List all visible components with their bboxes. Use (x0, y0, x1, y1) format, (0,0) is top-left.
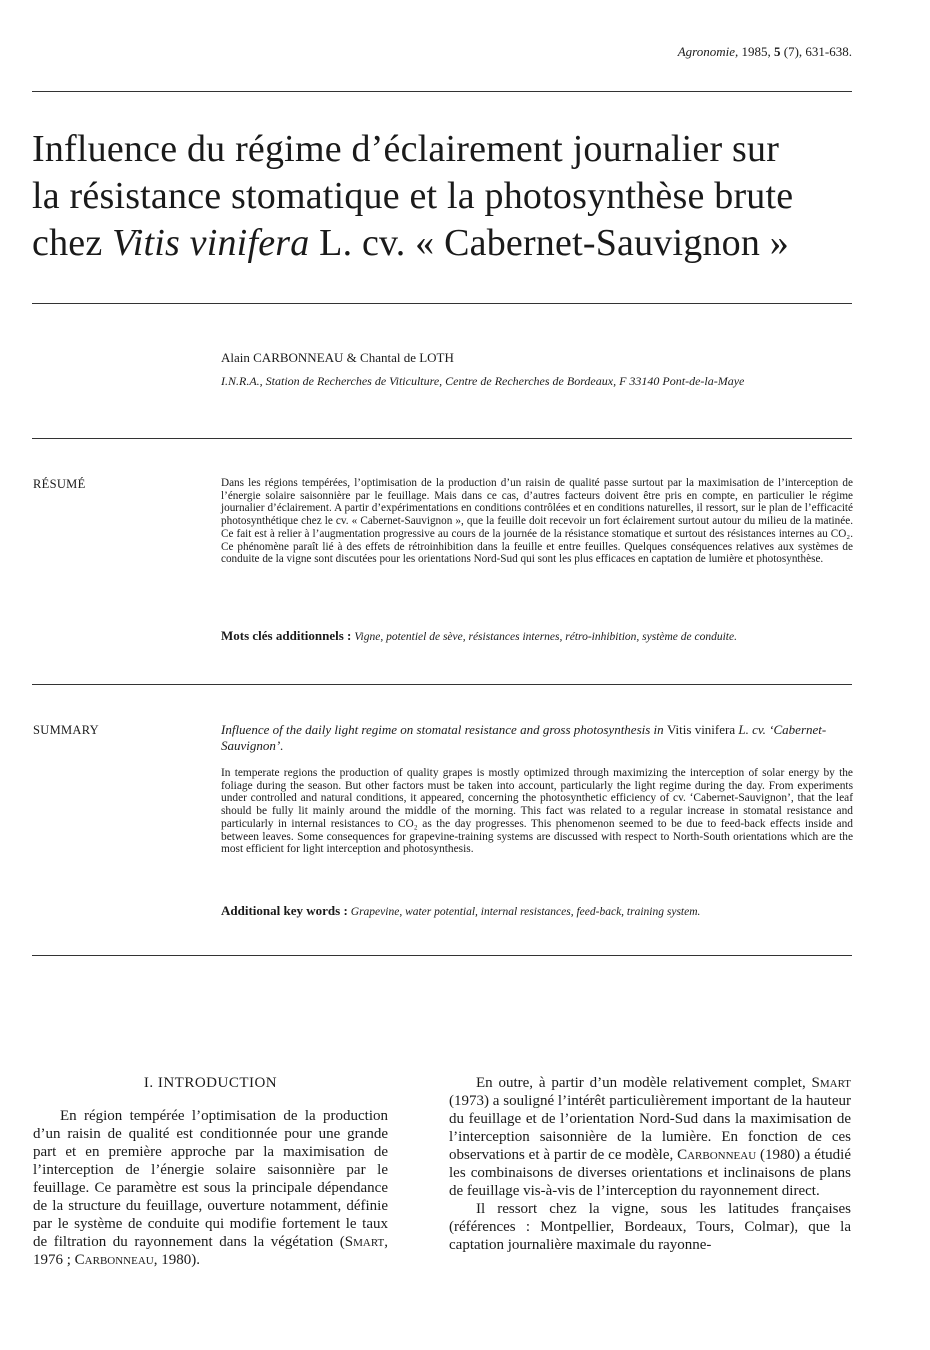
resume-keywords-label: Mots clés additionnels : (221, 628, 352, 643)
summary-title-species: Vitis vinifera (666, 722, 736, 737)
citation-smart-1976: Smart (344, 1234, 385, 1250)
summary-title-part2: L. cv. ‘Cabernet-Sauvignon’. (221, 722, 827, 753)
title-line-2: la résistance stomatique et la photosynthèse brute (32, 175, 794, 217)
journal-volume: 5 (774, 44, 781, 59)
summary-keywords-label: Additional key words : (221, 903, 348, 918)
summary-rule (32, 955, 852, 956)
intro-paragraph-1 (33, 1107, 388, 1269)
title-line-3-suffix: L. cv. « Cabernet-Sauvignon » (309, 222, 789, 264)
left-column (33, 1074, 388, 1269)
title-rule (32, 303, 852, 304)
intro-p2-text-c: (1980) a étudié les combinaisons de diverses orientations et inclinaisons de plans de feuillage vis-à-vis de l’interception du rayonnement direct. (449, 1147, 851, 1199)
resume-keywords-text: Vigne, potentiel de sève, résistances internes, rétro-inhibition, système de conduite. (354, 631, 737, 643)
journal-name: Agronomie, (677, 44, 739, 59)
resume-text: Dans les régions tempérées, l’optimisation de la production d’un raisin de qualité passe surtout par la maximisation de l’interception de l’énergie solaire saisonnière par le feuillage. Mais dans ce cas, d’autres facteurs doivent être pris en compte, en particulier le régime journalier d’éclairement. A partir d’expérimentations en conditions contrôlées et en conditions naturelles, il ressort, sur le plan de l’efficacité photosynthétique chez le cv. « Cabernet-Sauvignon », que la feuille doit recevoir un fort éclairement surtout autour du milieu de la matinée. Ce fait est à relier à l’augmentation progressive au cours de la journée de la résistance stomatique et surtout des résistances internes au CO₂. Ce phénomène paraît lié à des effets de rétroinhibition dans la feuille et entre feuilles. Quelques conséquences relatives aux systèmes de conduite de la vigne sont discutées pour les orientations Nord-Sud qui sont les plus efficaces en captation de lumière et photosynthèse. (221, 477, 853, 566)
intro-p1-text-c: , 1980). (153, 1252, 200, 1268)
section-heading-introduction: I. INTRODUCTION (143, 1075, 278, 1091)
resume-rule (32, 684, 852, 685)
top-rule (32, 91, 852, 92)
summary-text: In temperate regions the production of quality grapes is mostly optimized through maximizing the interception of solar energy by the foliage during the season. But other factors must be taken into account, particularly the light regime during the day. From experiments under controlled and natural conditions, it appeared, concerning the photosynthetic efficiency of cv. ‘Cabernet-Sauvignon’, that the leaf should be fully lit mainly around the middle of the morning. This fact was related to a regular increase in stomatal resistance and particularly in internal resistances to CO₂ as the day progresses. This phenomenon seemed to be due to feed-back effects inside and between leaves. Some consequences for grapevine-training systems are discussed with respect to North-South orientations which are the most efficient for light interception and photosynthesis. (221, 767, 853, 856)
affiliation: I.N.R.A., Station de Recherches de Viticulture, Centre de Recherches de Bordeaux, F 33140 Pont-de-la-Maye (221, 374, 745, 388)
title-line-3 (32, 220, 872, 267)
affiliation-rule (32, 438, 852, 439)
citation-carbonneau-1980: Carbonneau (74, 1252, 154, 1268)
intro-p1-text-b: , 1976 ; (33, 1234, 388, 1268)
summary-title-part1: Influence of the daily light regime on stomatal resistance and gross photosynthesis in (221, 722, 667, 737)
intro-paragraph-2 (449, 1074, 851, 1200)
intro-p2-text-a: En outre, à partir d’un modèle relativement complet, (476, 1075, 812, 1091)
summary-label: SUMMARY (33, 723, 100, 737)
journal-issue-pages: (7), 631-638. (780, 44, 852, 59)
intro-p1-text-a: En région tempérée l’optimisation de la production d’un raisin de qualité est conditionnée pour une grande part et en première approche par la maximisation de l’interception de l’énergie solaire saisonnière par le feuillage. Ce paramètre est sous la principale dépendance de la structure du feuillage, ouverture notamment, définie par le système de conduite qui modifie fortement le taux de filtration du rayonnement dans la végétation ( (33, 1108, 388, 1250)
authors: Alain CARBONNEAU & Chantal de LOTH (221, 350, 454, 365)
resume-label: RÉSUMÉ (33, 477, 86, 491)
summary-keywords-text: Grapevine, water potential, internal resistances, feed-back, training system. (350, 906, 701, 918)
citation-carbonneau-1980-b: Carbonneau (677, 1147, 757, 1163)
intro-paragraph-3: Il ressort chez la vigne, sous les latitudes françaises (références : Montpellier, Bordeaux, Tours, Colmar), que la captation journalière maximale du rayonne- (449, 1201, 851, 1253)
title-line-1: Influence du régime d’éclairement journalier sur (32, 128, 780, 170)
paper-title (32, 126, 872, 267)
journal-citation (678, 44, 852, 60)
title-species: Vitis vinifera (112, 222, 310, 264)
summary-keywords (221, 903, 861, 919)
summary-title (221, 722, 853, 754)
right-column (449, 1074, 851, 1254)
citation-smart-1973: Smart (811, 1075, 851, 1091)
title-line-3-prefix: chez (32, 222, 113, 264)
journal-year: 1985, (738, 44, 774, 59)
resume-keywords (221, 628, 861, 644)
intro-p2-text-b: (1973) a souligné l’intérêt particulièrement important de la hauteur du feuillage et de l’orientation Nord-Sud dans la maximisation de l’interception saisonnière de la lumière. En fonction de ces observations et à partir de ce modèle, (449, 1093, 851, 1163)
